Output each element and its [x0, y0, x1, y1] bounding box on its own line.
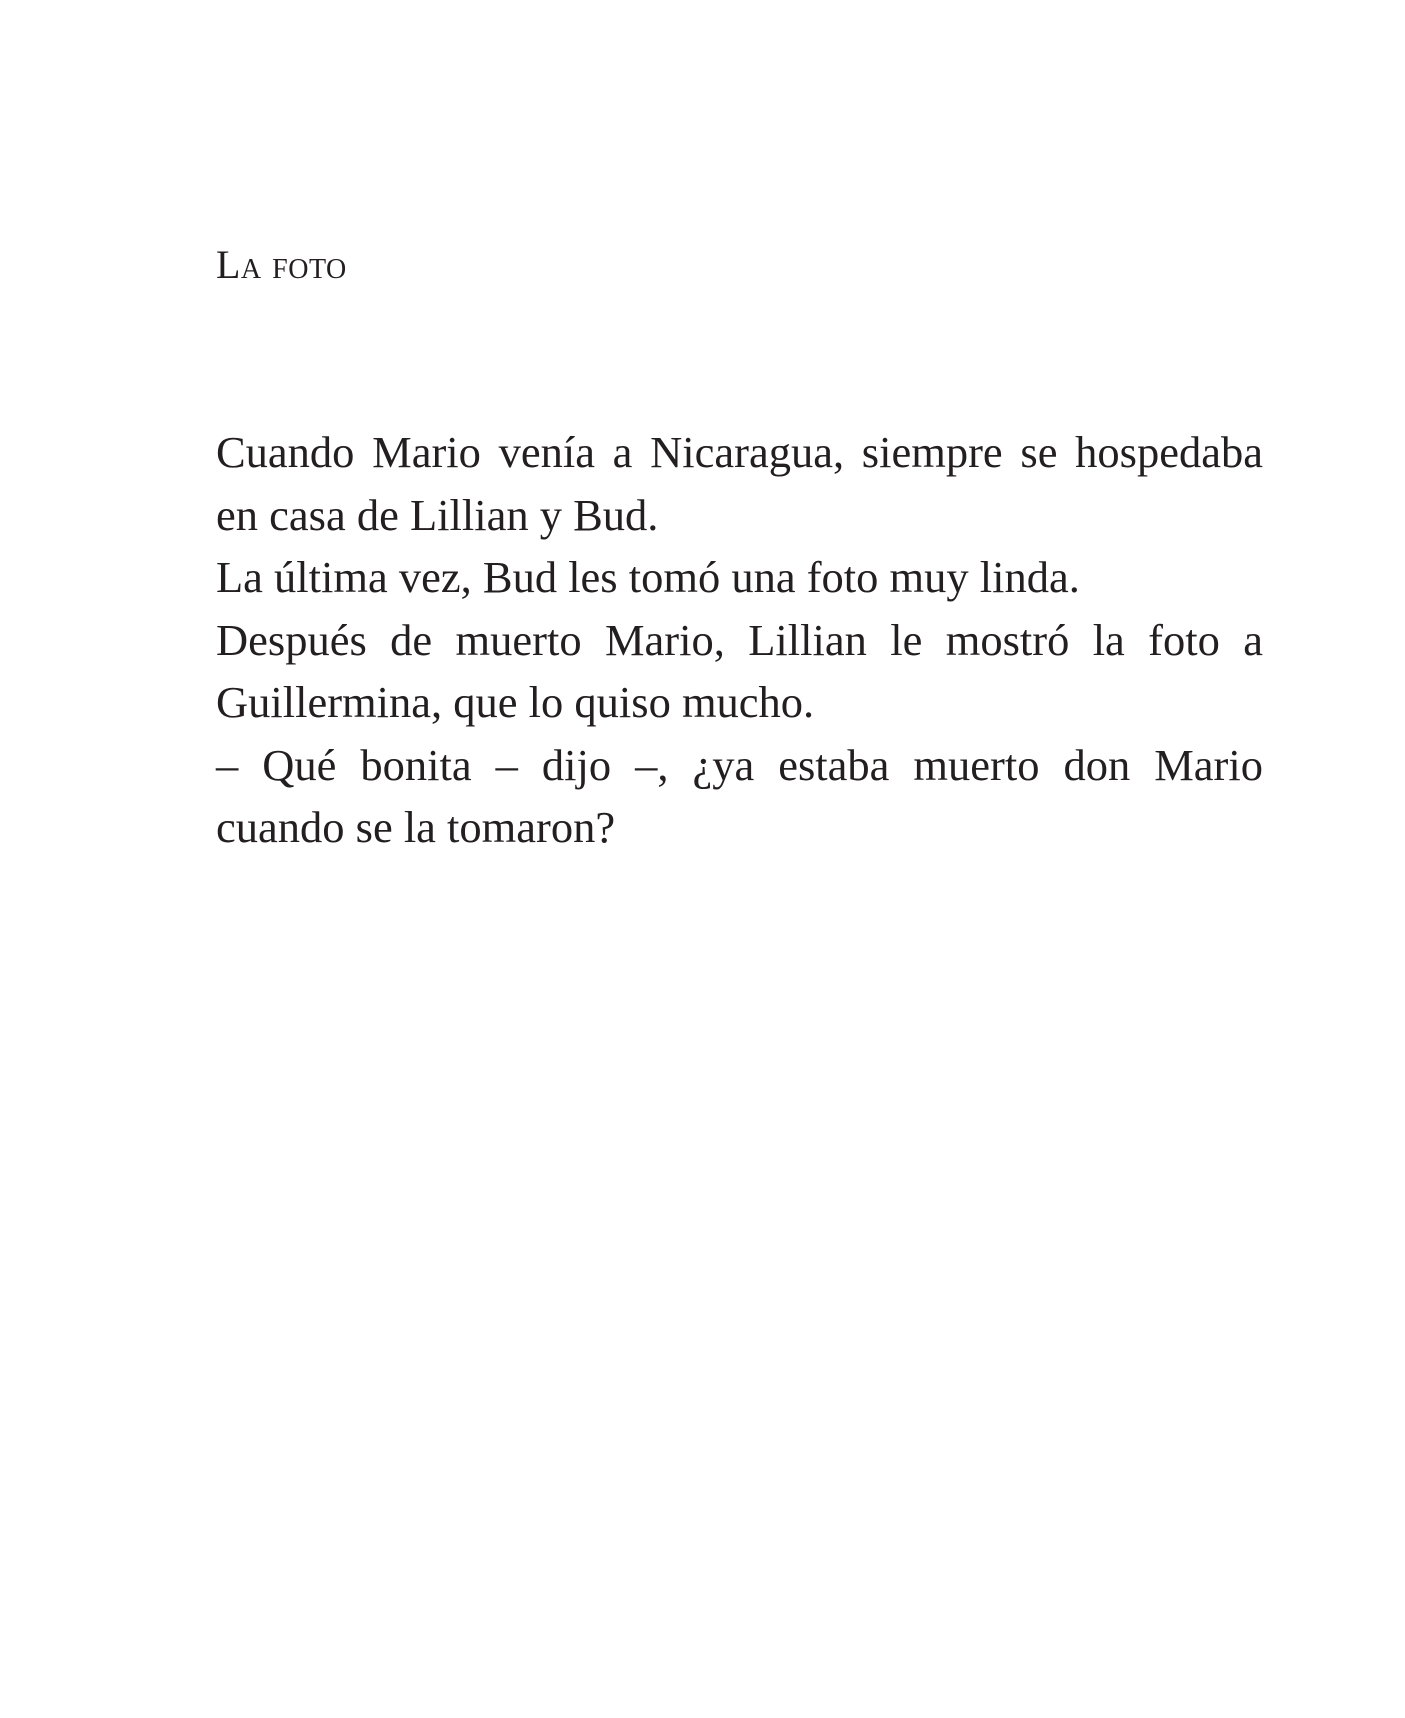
paragraph-arrival: Cuando Mario venía a Nicaragua, siempre se hospedaba en casa de Lillian y Bud.: [216, 427, 1263, 540]
paragraph-dialogue: – Qué bonita – dijo –, ¿ya estaba muerto don Mario cuando se la tomaron?: [216, 739, 1263, 852]
story-title: La foto: [216, 242, 347, 287]
story-body: [216, 421, 1263, 859]
paragraph-after-death: Después de muerto Mario, Lillian le mostró la foto a Guillermina, que lo quiso mucho.: [216, 614, 1263, 727]
paragraph-last-visit: La última vez, Bud les tomó una foto muy linda.: [216, 552, 1080, 602]
